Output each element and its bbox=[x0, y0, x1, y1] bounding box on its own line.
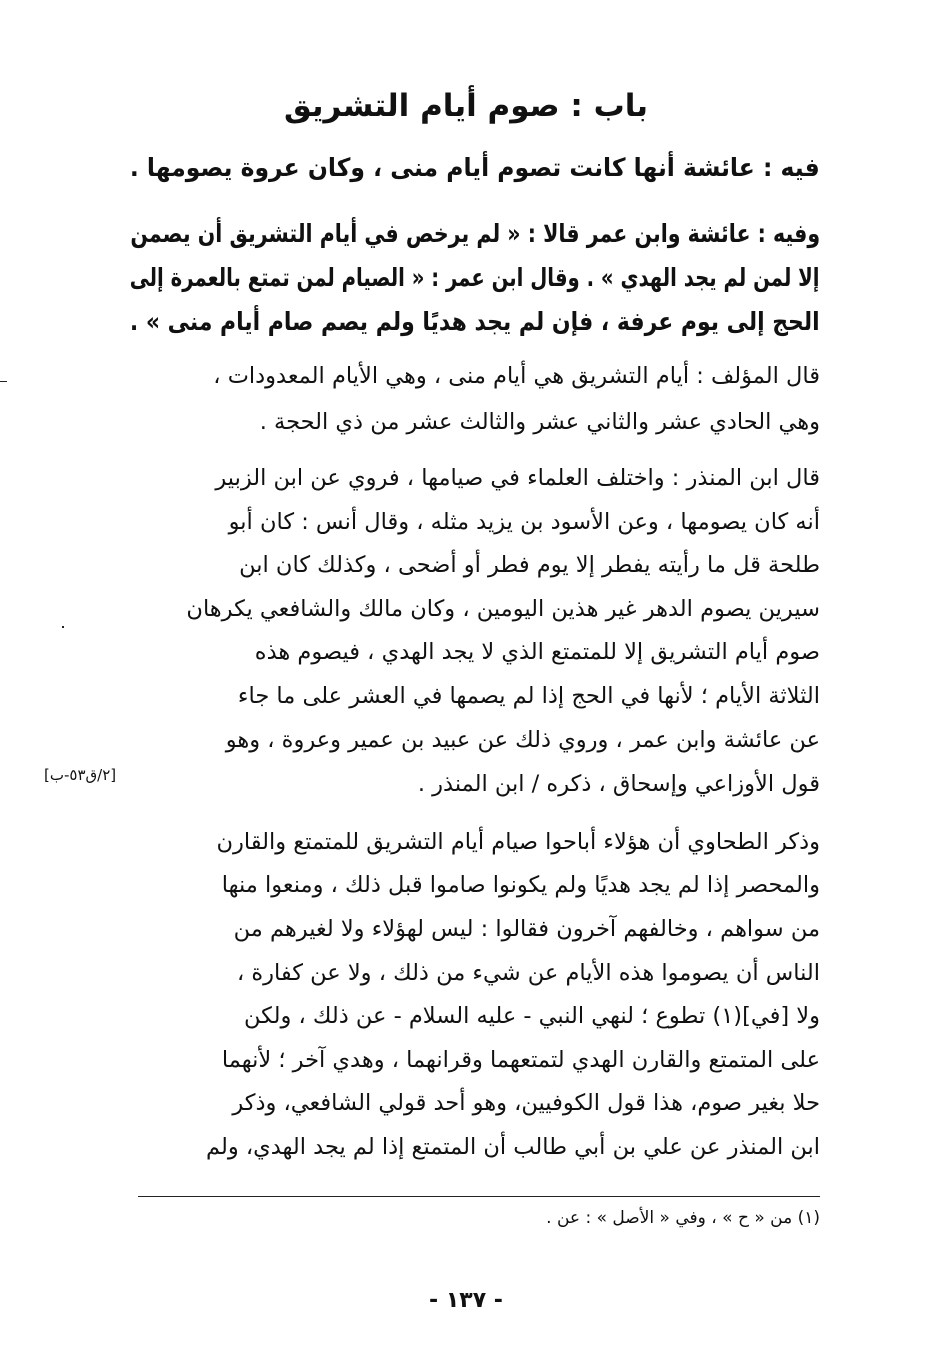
body-text-line: ولا [في](١) تطوع ؛ لنهي النبي - عليه السلام - عن ذلك ، ولكن bbox=[244, 1003, 820, 1029]
body-text-line: قال ابن المنذر : واختلف العلماء في صيامها ، فروي عن ابن الزبير bbox=[215, 465, 820, 491]
hadith-line: الحج إلى يوم عرفة ، فإن لم يجد هديًا ولم يصم صام أيام منى » . bbox=[130, 307, 820, 336]
chapter-title: باب : صوم أيام التشريق bbox=[283, 88, 649, 124]
body-text-line: من سواهم ، وخالفهم آخرون فقالوا : ليس لهؤلاء ولا لغيرهم من bbox=[233, 916, 820, 942]
hadith-line: وفيه : عائشة وابن عمر قالا : « لم يرخص في أيام التشريق أن يصمن bbox=[130, 219, 820, 248]
body-text-line: الناس أن يصوموا هذه الأيام عن شيء من ذلك ، ولا عن كفارة ، bbox=[236, 960, 820, 986]
body-text-line: قال المؤلف : أيام التشريق هي أيام منى ، وهي الأيام المعدودات ، bbox=[213, 363, 820, 389]
footnote-separator bbox=[138, 1196, 820, 1197]
scan-speck bbox=[0, 381, 7, 382]
hadith-line: فيه : عائشة أنها كانت تصوم أيام منى ، وكان عروة يصومها . bbox=[130, 153, 820, 182]
body-text-line: طلحة قل ما رأيته يفطر إلا يوم فطر أو أضحى ، وكذلك كان ابن bbox=[239, 552, 820, 578]
footnote: (١) من « ح » ، وفي « الأصل » : عن . bbox=[546, 1208, 820, 1228]
scan-speck bbox=[62, 626, 64, 628]
body-text-line: الثلاثة الأيام ؛ لأنها في الحج إذا لم يصمها في العشر على ما جاء bbox=[237, 683, 820, 709]
body-text-line: على المتمتع والقارن الهدي لتمتعهما وقرانهما ، وهدي آخر ؛ لأنهما bbox=[221, 1047, 820, 1073]
body-text-line: أنه كان يصومها ، وعن الأسود بن يزيد مثله ، وقال أنس : كان أبو bbox=[228, 509, 820, 535]
page-number: - ١٣٧ - bbox=[429, 1288, 503, 1313]
body-text-line: والمحصر إذا لم يجد هديًا ولم يكونوا صاموا قبل ذلك ، ومنعوا منها bbox=[221, 872, 820, 898]
body-text-line: قول الأوزاعي وإسحاق ، ذكره / ابن المنذر . bbox=[417, 771, 820, 797]
body-text-line: صوم أيام التشريق إلا للمتمتع الذي لا يجد الهدي ، فيصوم هذه bbox=[254, 639, 820, 665]
body-text-line: وذكر الطحاوي أن هؤلاء أباحوا صيام أيام التشريق للمتمتع والقارن bbox=[216, 829, 820, 855]
body-text-line: وهي الحادي عشر والثاني عشر والثالث عشر من ذي الحجة . bbox=[259, 409, 820, 435]
manuscript-folio-reference: [٢/ق٥٣-ب] bbox=[44, 766, 117, 784]
body-text-line: عن عائشة وابن عمر ، وروي ذلك عن عبيد بن عمير وعروة ، وهو bbox=[225, 727, 820, 753]
hadith-line: إلا لمن لم يجد الهدي » . وقال ابن عمر : « الصيام لمن تمتع بالعمرة إلى bbox=[130, 263, 820, 292]
body-text-line: ابن المنذر عن علي بن أبي طالب أن المتمتع إذا لم يجد الهدي، ولم bbox=[205, 1134, 820, 1160]
body-text-line: حلا بغير صوم، هذا قول الكوفيين، وهو أحد قولي الشافعي، وذكر bbox=[232, 1090, 820, 1116]
body-text-line: سيرين يصوم الدهر غير هذين اليومين ، وكان مالك والشافعي يكرهان bbox=[186, 596, 820, 622]
